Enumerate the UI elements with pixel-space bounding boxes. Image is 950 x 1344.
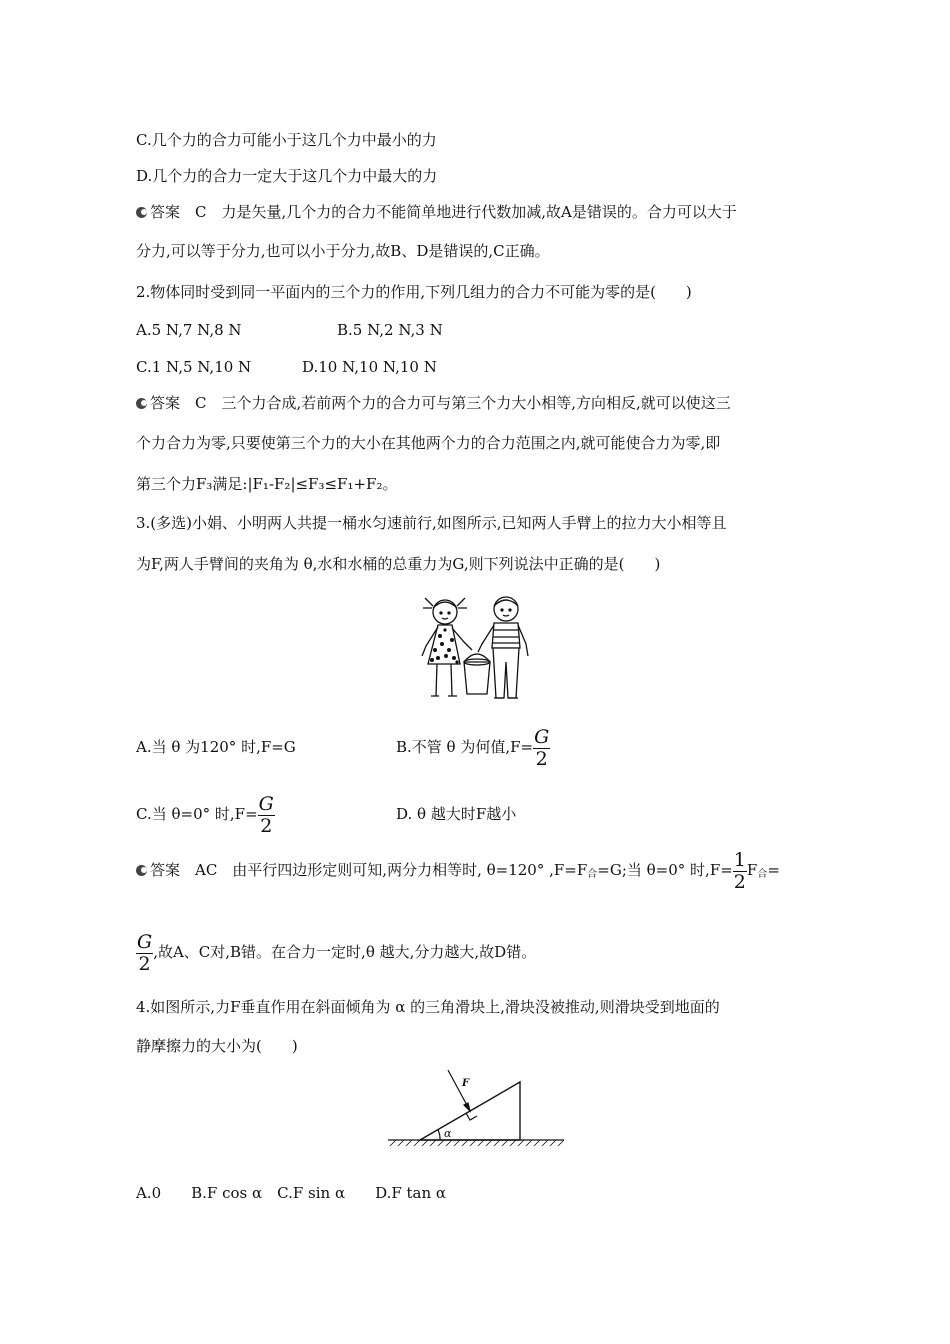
q3-option-d: D. θ 越大时F越小 [396, 805, 517, 823]
angle-alpha-label: α [444, 1127, 452, 1140]
q3-answer-line-1: 答案 AC 由平行四边形定则可知,两分力相等时, θ=120° $,F=F_合=G$;当 θ=0° 时,F= $\frac{1}{2}$ $F_合=$ [136, 846, 780, 899]
q1-answer-line-1: 答案 C 力是矢量,几个力的合力不能简单地进行代数加减,故A是错误的。合力可以大于 [136, 202, 737, 222]
q2-answer-line-1: 答案 C 三个力合成,若前两个力的合力可与第三个力大小相等,方向相反,就可以使这三 [136, 393, 731, 413]
q1-option-d: D.几个力的合力一定大于这几个力中最大的力 [136, 167, 438, 185]
q2-option-b: B.5 N,2 N,3 N [337, 321, 443, 339]
q2-option-c: C.1 N,5 N,10 N [136, 358, 252, 376]
children-carrying-bucket-figure [408, 592, 538, 710]
q2-answer-line-3: 第三个力F₃满足:|F₁-F₂|≤F₃≤F₁+F₂。 [136, 475, 398, 493]
answer-icon [136, 207, 147, 218]
q2-option-d: D.10 N,10 N,10 N [302, 358, 437, 376]
answer-icon [136, 865, 147, 876]
fraction-g-over-2: $\frac{G}{2}$ [137, 930, 153, 975]
q4-stem-line-1: 4.如图所示,力F垂直作用在斜面倾角为 α 的三角滑块上,滑块没被推动,则滑块受到地面的 [136, 998, 720, 1016]
force-f-label: F [462, 1078, 470, 1089]
fraction-g-over-2: $\frac{G}{2}$ [258, 792, 274, 837]
q3-option-c: C.当 θ=0° 时,F= $\frac{G}{2}$ [136, 792, 274, 837]
q3-option-b: B.不管 θ 为何值,F= $\frac{G}{2}$ [396, 725, 550, 770]
q2-stem: 2.物体同时受到同一平面内的三个力的作用,下列几组力的合力不可能为零的是( ) [136, 283, 692, 301]
fraction-one-half: $\frac{1}{2}$ [733, 848, 746, 893]
q3-option-a: A.当 θ 为120° 时,F=G [136, 738, 296, 756]
q3-stem-line-2: 为F,两人手臂间的夹角为 θ,水和水桶的总重力为G,则下列说法中正确的是( ) [136, 555, 661, 573]
q1-answer-line-2: 分力,可以等于分力,也可以小于分力,故B、D是错误的,C正确。 [136, 242, 550, 260]
fraction-g-over-2: $\frac{G}{2}$ [534, 725, 550, 770]
q4-stem-line-2: 静摩擦力的大小为( ) [136, 1037, 298, 1055]
q2-answer-line-2: 个力合力为零,只要使第三个力的大小在其他两个力的合力范围之内,就可能使合力为零,即 [136, 434, 721, 452]
wedge-force-figure [386, 1064, 566, 1154]
answer-icon [136, 398, 147, 409]
q1-option-c: C.几个力的合力可能小于这几个力中最小的力 [136, 131, 437, 149]
q2-option-a: A.5 N,7 N,8 N [136, 321, 242, 339]
q4-options: A.0 B.F cos α C.F sin α D.F tan α [136, 1184, 447, 1202]
q3-stem-line-1: 3.(多选)小娟、小明两人共提一桶水匀速前行,如图所示,已知两人手臂上的拉力大小相等且 [136, 514, 727, 532]
q3-answer-line-2: $\frac{G}{2}$ ,故A、C对,B错。在合力一定时,θ 越大,分力越大,故D错。 [137, 930, 537, 975]
